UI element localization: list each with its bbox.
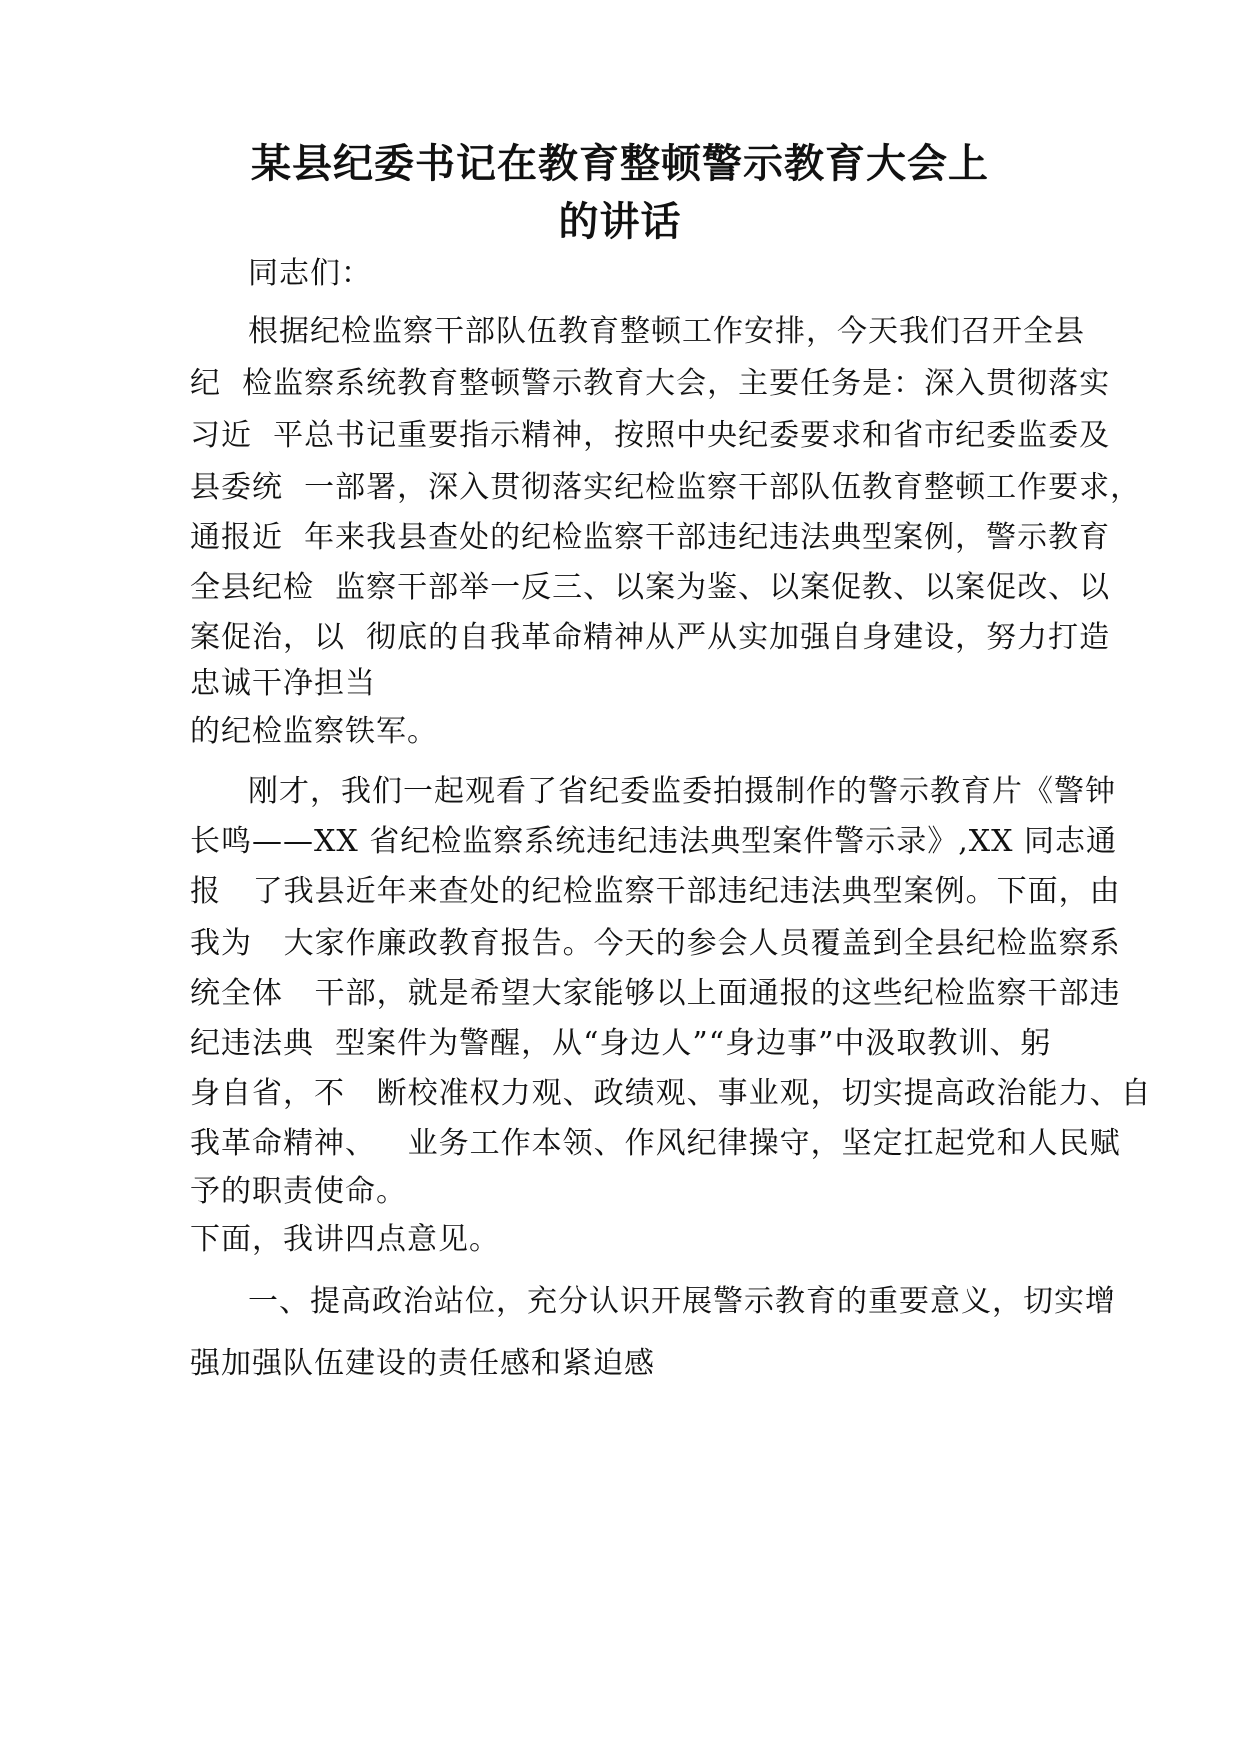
paragraph-1-line-9: 的纪检监察铁军。 (190, 714, 438, 749)
paragraph-1-line-1: 根据纪检监察干部队伍教育整顿工作安排，今天我们召开全县 (248, 314, 1085, 349)
document-title-line-2: 的讲话 (558, 199, 682, 245)
paragraph-2-line-9: 予的职责使命。 (190, 1174, 407, 1209)
paragraph-2-line-5: 统全体 干部，就是希望大家能够以上面通报的这些纪检监察干部违 (190, 976, 1121, 1011)
paragraph-2-line-4: 我为 大家作廉政教育报告。今天的参会人员覆盖到全县纪检监察系 (190, 926, 1121, 961)
salutation: 同志们： (248, 256, 372, 291)
document-title-line-1: 某县纪委书记在教育整顿警示教育大会上 (251, 141, 989, 187)
paragraph-1-line-3: 习近 平总书记重要指示精神，按照中央纪委要求和省市纪委监委及 (190, 418, 1111, 453)
section-1-heading-line-2: 强加强队伍建设的责任感和紧迫感 (190, 1346, 655, 1381)
paragraph-2-line-3: 报 了我县近年来查处的纪检监察干部违纪违法典型案例。下面，由 (190, 874, 1121, 909)
paragraph-2-line-8: 我革命精神、 业务工作本领、作风纪律操守，坚定扛起党和人民赋 (190, 1126, 1121, 1161)
paragraph-1-line-8: 忠诚干净担当 (190, 666, 376, 701)
paragraph-2-line-7: 身自省，不 断校准权力观、政绩观、事业观，切实提高政治能力、自 (190, 1076, 1152, 1111)
paragraph-2-line-2: 长鸣——XX 省纪检监察系统违纪违法典型案件警示录》,XX 同志通 (190, 824, 1118, 859)
section-1-heading-line-1: 一、提高政治站位，充分认识开展警示教育的重要意义，切实增 (248, 1284, 1116, 1319)
paragraph-2-line-1: 刚才，我们一起观看了省纪委监委拍摄制作的警示教育片《警钟 (248, 774, 1116, 809)
paragraph-1-line-7: 案促治，以 彻底的自我革命精神从严从实加强自身建设，努力打造 (190, 620, 1111, 655)
paragraph-1-line-4: 县委统 一部署，深入贯彻落实纪检监察干部队伍教育整顿工作要求， (190, 470, 1142, 505)
paragraph-3: 下面，我讲四点意见。 (190, 1222, 500, 1257)
paragraph-1-line-6: 全县纪检 监察干部举一反三、以案为鉴、以案促教、以案促改、以 (190, 570, 1111, 605)
paragraph-2-line-6: 纪违法典 型案件为警醒，从“身边人”“身边事”中汲取教训、躬 (190, 1026, 1052, 1061)
paragraph-1-line-5: 通报近 年来我县查处的纪检监察干部违纪违法典型案例，警示教育 (190, 520, 1111, 555)
paragraph-1-line-2: 纪 检监察系统教育整顿警示教育大会，主要任务是：深入贯彻落实 (190, 366, 1111, 401)
